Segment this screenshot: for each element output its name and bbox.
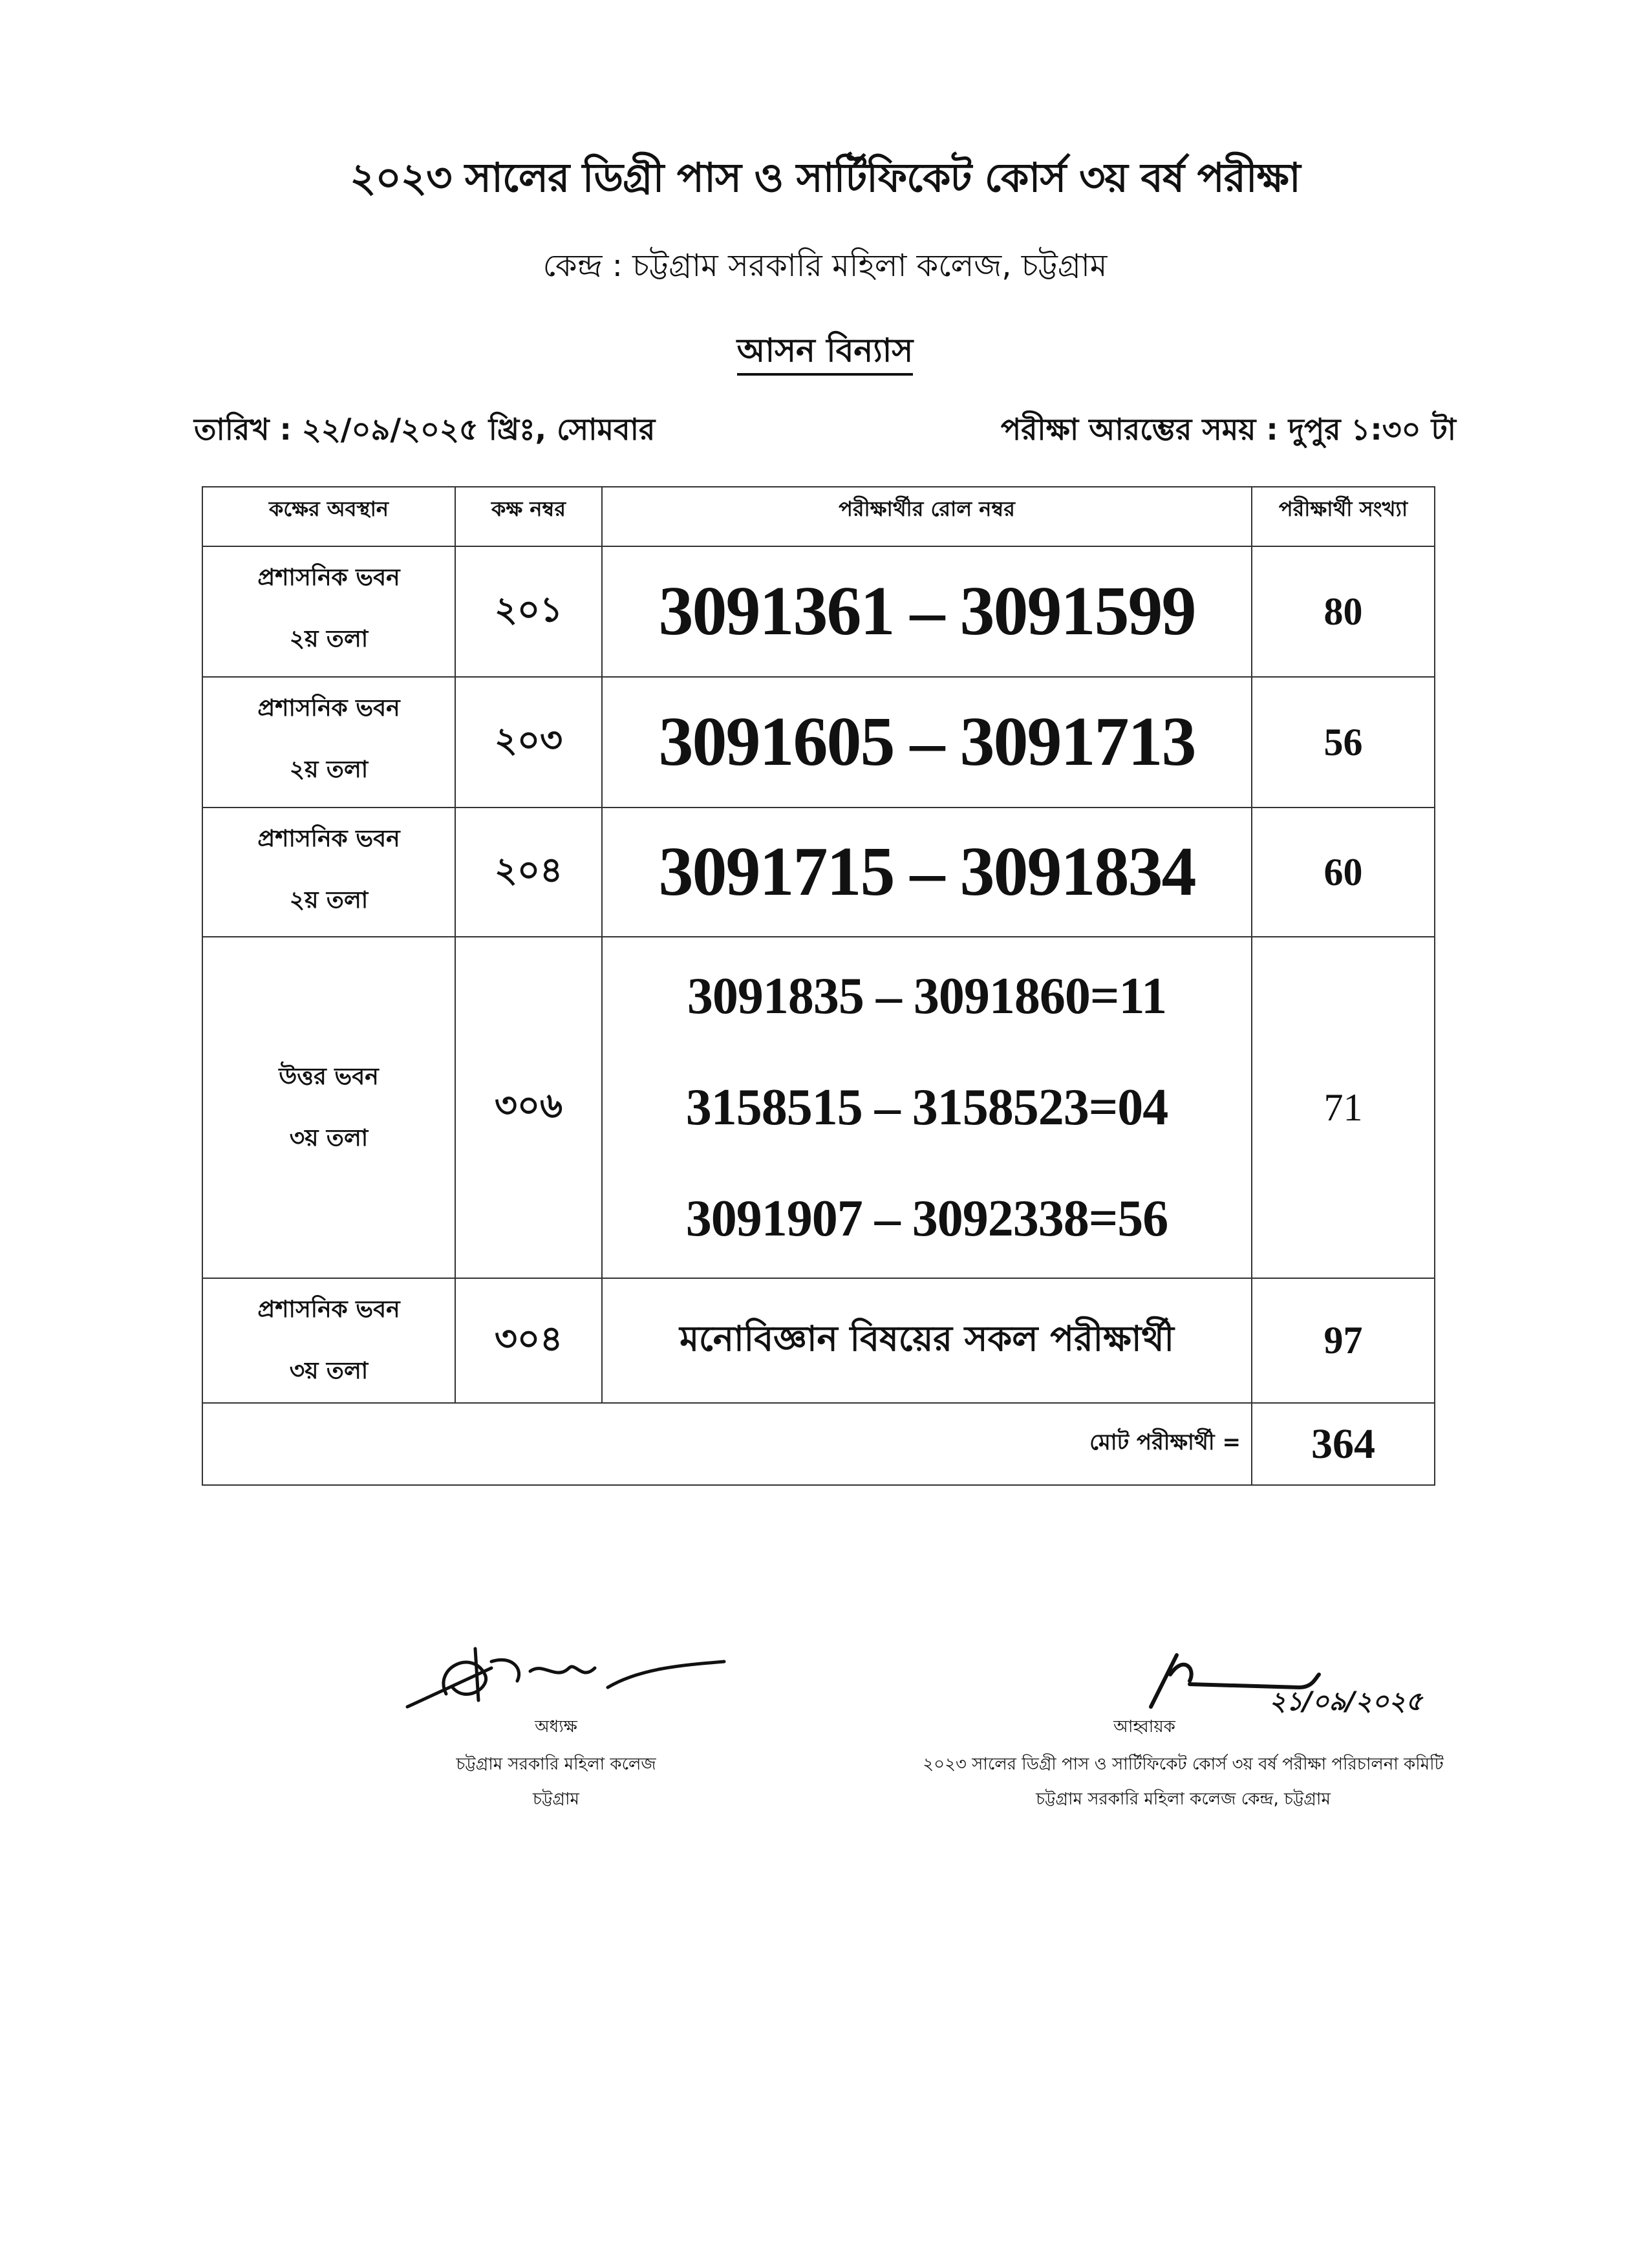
building-name: প্রশাসনিক ভবন — [257, 564, 400, 591]
roll-ranges — [602, 937, 1252, 1278]
column-header-roll: পরীক্ষার্থীর রোল নম্বর — [602, 487, 1252, 546]
candidate-count: 97 — [1252, 1278, 1435, 1403]
principal-college: চট্টগ্রাম সরকারি মহিলা কলেজ — [456, 1755, 656, 1774]
exam-start-time: পরীক্ষা আরম্ভের সময় : দুপুর ১:৩০ টা — [1000, 412, 1456, 447]
room-location — [202, 677, 455, 808]
table-row — [202, 546, 1435, 677]
principal-signature-block — [362, 1642, 750, 1814]
building-name: প্রশাসনিক ভবন — [257, 826, 400, 852]
roll-range: 3091907 – 3092338=56 — [685, 1190, 1168, 1247]
total-value: 364 — [1252, 1403, 1435, 1485]
floor-name: ২য় তলা — [289, 626, 369, 652]
table-header-row — [202, 487, 1435, 546]
exam-date: তারিখ : ২২/০৯/২০২৫ খ্রিঃ, সোমবার — [194, 412, 656, 447]
principal-title: অধ্যক্ষ — [535, 1717, 577, 1737]
column-header-location: কক্ষের অবস্থান — [202, 487, 455, 546]
floor-name: ২য় তলা — [289, 887, 369, 914]
roll-range: 3158515 – 3158523=04 — [685, 1079, 1168, 1136]
building-name: প্রশাসনিক ভবন — [257, 1296, 400, 1323]
section-heading — [0, 326, 1650, 380]
seat-plan-table — [202, 486, 1435, 1486]
convener-title: আহ্বায়ক — [1113, 1717, 1175, 1737]
floor-name: ২য় তলা — [289, 756, 369, 783]
room-number: ২০৩ — [455, 677, 602, 808]
subject-candidates: মনোবিজ্ঞান বিষয়ের সকল পরীক্ষার্থী — [602, 1278, 1252, 1403]
room-location — [202, 937, 455, 1278]
seat-plan-heading: আসন বিন্যাস — [737, 332, 914, 376]
total-label: মোট পরীক্ষার্থী = — [202, 1403, 1252, 1485]
building-name: উত্তর ভবন — [279, 1064, 379, 1090]
room-location — [202, 1278, 455, 1403]
floor-name: ৩য় তলা — [289, 1125, 369, 1151]
room-number: ২০৪ — [455, 808, 602, 937]
convener-signature — [886, 1642, 1481, 1717]
principal-signature — [362, 1642, 750, 1713]
room-number: ২০১ — [455, 546, 602, 677]
candidate-count: 80 — [1252, 546, 1435, 677]
signature-scribble-icon — [362, 1642, 750, 1713]
room-number: ৩০৪ — [455, 1278, 602, 1403]
table-row — [202, 677, 1435, 808]
column-header-count: পরীক্ষার্থী সংখ্যা — [1252, 487, 1435, 546]
table-row — [202, 937, 1435, 1278]
principal-city: চট্টগ্রাম — [533, 1790, 579, 1809]
candidate-count: 60 — [1252, 808, 1435, 937]
roll-range: 3091835 – 3091860=11 — [687, 968, 1167, 1025]
column-header-room: কক্ষ নম্বর — [455, 487, 602, 546]
table-row — [202, 808, 1435, 937]
table-row — [202, 1278, 1435, 1403]
total-row — [202, 1403, 1435, 1485]
room-location — [202, 546, 455, 677]
exam-center: কেন্দ্র : চট্টগ্রাম সরকারি মহিলা কলেজ, চট্টগ্রাম — [542, 248, 1108, 284]
roll-range: 3091715 – 3091834 — [602, 808, 1252, 937]
handwritten-date: ২১/০৯/২০২৫ — [1269, 1687, 1422, 1717]
roll-range: 3091361 – 3091599 — [602, 546, 1252, 677]
document-title: ২০২৩ সালের ডিগ্রী পাস ও সার্টিফিকেট কোর্স ৩য় বর্ষ পরীক্ষা — [350, 154, 1300, 201]
building-name: প্রশাসনিক ভবন — [257, 695, 400, 722]
room-number: ৩০৬ — [455, 937, 602, 1278]
room-location — [202, 808, 455, 937]
floor-name: ৩য় তলা — [289, 1358, 369, 1384]
candidate-count: 71 — [1252, 937, 1435, 1278]
committee-name: ২০২৩ সালের ডিগ্রী পাস ও সার্টিফিকেট কোর্স ৩য় বর্ষ পরীক্ষা পরিচালনা কমিটি — [923, 1755, 1444, 1774]
committee-center: চট্টগ্রাম সরকারি মহিলা কলেজ কেন্দ্র, চট্টগ্রাম — [1036, 1790, 1331, 1809]
roll-range: 3091605 – 3091713 — [602, 677, 1252, 808]
convener-signature-block — [886, 1642, 1481, 1814]
candidate-count: 56 — [1252, 677, 1435, 808]
